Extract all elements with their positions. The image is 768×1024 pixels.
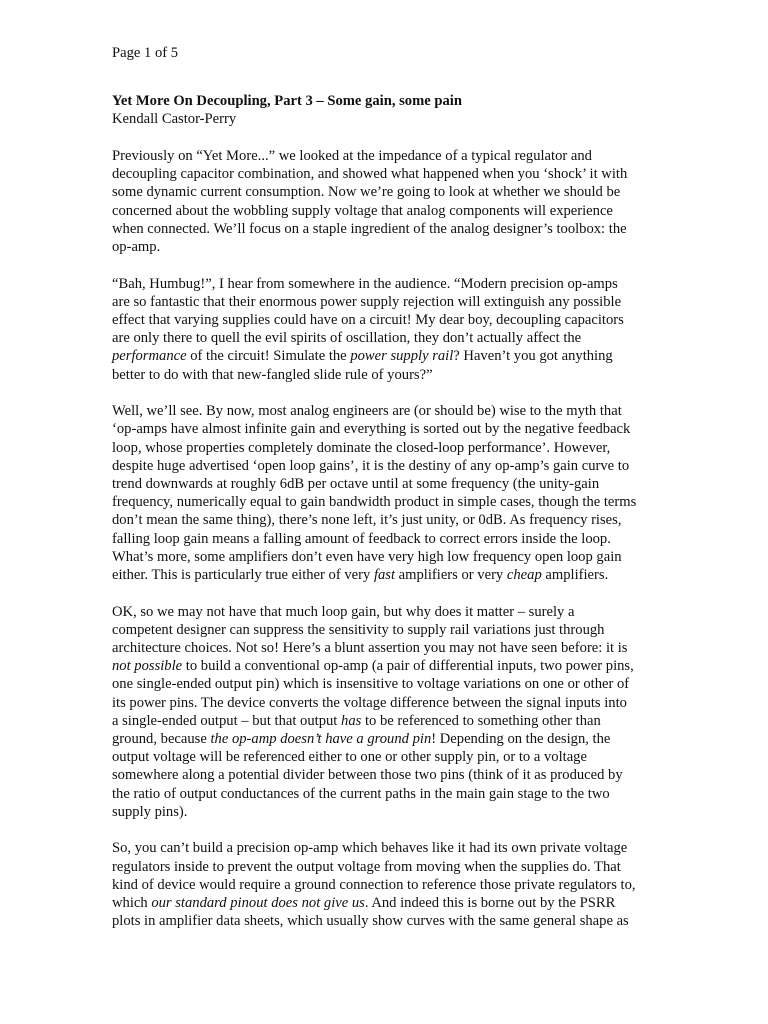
text-run: architecture choices. Not so! Here’s a blunt assertion you may not have seen before: it is <box>112 640 628 657</box>
text-run: one single-ended output pin) which is insensitive to voltage variations on one or other of <box>112 676 630 693</box>
text-line <box>112 275 672 293</box>
paragraph-4 <box>112 603 672 821</box>
text-line <box>112 675 672 693</box>
text-run: ground, because <box>112 731 211 748</box>
text-run: amplifiers or very <box>395 567 507 584</box>
text-line <box>112 511 672 529</box>
text-line <box>112 839 672 857</box>
text-run: its power pins. The device converts the voltage difference between the signal inputs into <box>112 694 627 711</box>
text-line <box>112 694 672 712</box>
text-run: op-amp. <box>112 239 161 256</box>
text-line <box>112 475 672 493</box>
emphasized-text: cheap <box>506 567 542 584</box>
emphasized-text: fast <box>373 567 396 584</box>
emphasized-text: not possible <box>112 658 183 675</box>
text-line <box>112 548 672 566</box>
text-run: So, you can’t build a precision op-amp which behaves like it had its own private voltage <box>112 840 628 857</box>
text-run: output voltage will be referenced either to one or other supply pin, or to a voltage <box>112 749 587 766</box>
text-run: plots in amplifier data sheets, which usually show curves with the same general shape as <box>112 913 629 930</box>
text-run: OK, so we may not have that much loop gain, but why does it matter – surely a <box>112 603 575 620</box>
text-line <box>112 639 672 657</box>
text-line <box>112 420 672 438</box>
text-run: “Bah, Humbug!”, I hear from somewhere in the audience. “Modern precision op-amps <box>112 275 618 292</box>
text-line <box>112 366 672 384</box>
text-run: frequency, numerically equal to gain bandwidth product in simple cases, though the terms <box>112 494 637 511</box>
text-line <box>112 803 672 821</box>
paragraph-3 <box>112 402 672 584</box>
emphasized-text: our standard pinout does not give us <box>151 895 365 912</box>
text-run: the ratio of output conductances of the current paths in the main gain stage to the two <box>112 785 610 802</box>
text-run: supply pins). <box>112 803 188 820</box>
text-run: regulators inside to prevent the output voltage from moving when the supplies do. That <box>112 858 621 875</box>
text-line <box>112 439 672 457</box>
text-line <box>112 329 672 347</box>
text-run: despite huge advertised ‘open loop gains’, it is the destiny of any op-amp’s gain curve to <box>112 457 630 474</box>
text-line <box>112 730 672 748</box>
emphasized-text: power supply rail <box>350 348 454 365</box>
text-run: which <box>112 895 152 912</box>
paragraph-5 <box>112 839 672 930</box>
paragraph-2 <box>112 275 672 384</box>
text-line <box>112 293 672 311</box>
text-run: ‘op-amps have almost infinite gain and everything is sorted out by the negative feedback <box>112 421 631 438</box>
text-line <box>112 894 672 912</box>
text-line <box>112 457 672 475</box>
text-run: concerned about the wobbling supply voltage that analog components will experience <box>112 202 613 219</box>
text-run: Well, we’ll see. By now, most analog engineers are (or should be) wise to the myth that <box>112 403 622 420</box>
text-line <box>112 766 672 784</box>
text-run: ! Depending on the design, the <box>431 731 611 748</box>
text-line <box>112 165 672 183</box>
text-line <box>112 530 672 548</box>
text-run: somewhere along a potential divider between those two pins (think of it as produced by <box>112 767 623 784</box>
paragraph-1 <box>112 147 672 256</box>
text-line <box>112 238 672 256</box>
text-run: decoupling capacitor combination, and showed what happened when you ‘shock’ it with <box>112 166 628 183</box>
text-run: don’t mean the same thing), there’s none left, it’s just unity, or 0dB. As frequency rises, <box>112 512 622 529</box>
text-run: kind of device would require a ground connection to reference those private regulators to, <box>112 876 636 893</box>
emphasized-text: has <box>341 712 362 729</box>
text-line <box>112 183 672 201</box>
text-run: What’s more, some amplifiers don’t even have very high low frequency open loop gain <box>112 548 622 565</box>
text-run: are only there to quell the evil spirits of oscillation, they don’t actually affect the <box>112 330 582 347</box>
title-block <box>112 92 462 128</box>
text-run: some dynamic current consumption. Now we’re going to look at whether we should be <box>112 184 621 201</box>
text-run: either. This is particularly true either of very <box>112 567 374 584</box>
text-line <box>112 202 672 220</box>
text-run: amplifiers. <box>541 567 609 584</box>
page-number: Page 1 of 5 <box>112 45 179 61</box>
text-run: better to do with that new-fangled slide rule of yours?” <box>112 366 433 383</box>
text-line <box>112 220 672 238</box>
text-run: effect that varying supplies could have on a circuit! My dear boy, decoupling capacitors <box>112 312 624 329</box>
text-line <box>112 912 672 930</box>
document-title: Yet More On Decoupling, Part 3 – Some gain, some pain <box>112 93 462 109</box>
text-run: loop, whose properties completely dominate the closed-loop performance’. However, <box>112 439 611 456</box>
text-line <box>112 785 672 803</box>
author-name: Kendall Castor-Perry <box>112 111 237 128</box>
text-line <box>112 657 672 675</box>
text-line <box>112 712 672 730</box>
text-line <box>112 748 672 766</box>
text-run: when connected. We’ll focus on a staple ingredient of the analog designer’s toolbox: the <box>112 220 627 237</box>
article-body <box>112 147 672 949</box>
text-run: to be referenced to something other than <box>361 712 601 729</box>
text-line <box>112 402 672 420</box>
text-line <box>112 311 672 329</box>
text-line <box>112 603 672 621</box>
text-line <box>112 147 672 165</box>
emphasized-text: performance <box>112 348 187 365</box>
text-run: are so fantastic that their enormous power supply rejection will extinguish any possible <box>112 293 622 310</box>
text-run: Previously on “Yet More...” we looked at the impedance of a typical regulator and <box>112 148 592 164</box>
text-run: ? Haven’t you got anything <box>453 348 613 365</box>
text-line <box>112 621 672 639</box>
text-line <box>112 858 672 876</box>
text-run: falling loop gain means a falling amount of feedback to correct errors inside the loop. <box>112 530 611 547</box>
text-run: of the circuit! Simulate the <box>186 348 351 365</box>
text-run: to build a conventional op-amp (a pair of differential inputs, two power pins, <box>182 658 634 675</box>
text-line <box>112 493 672 511</box>
text-run: a single-ended output – but that output <box>112 712 342 729</box>
text-run: trend downwards at roughly 6dB per octave until at some frequency (the unity-gain <box>112 476 600 493</box>
text-line <box>112 566 672 584</box>
text-run: competent designer can suppress the sensitivity to supply rail variations just through <box>112 621 605 638</box>
emphasized-text: the op-amp doesn’t have a ground pin <box>210 731 432 748</box>
text-run: . And indeed this is borne out by the PSRR <box>364 895 616 912</box>
text-line <box>112 347 672 365</box>
text-line <box>112 876 672 894</box>
